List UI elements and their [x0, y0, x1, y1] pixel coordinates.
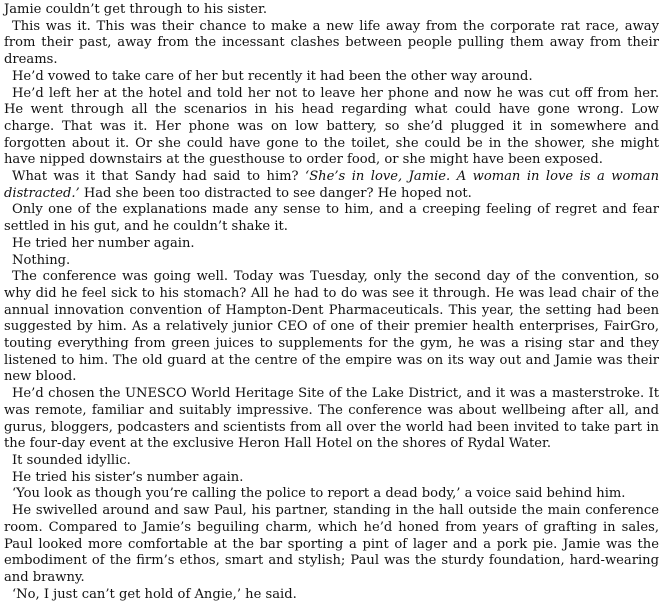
paragraph-5	[4, 169, 659, 202]
paragraph-5-tail: Had she been too distracted to see danger? He hoped not.	[79, 185, 472, 201]
paragraph-10: He’d chosen the UNESCO World Heritage Site of the Lake District, and it was a masterstroke. It was remote, familiar and suitably impressive. The conference was about wellbeing after all, and gurus, bloggers, podcasters and scientists from all over the world had been invited to take part in the four-day event at the exclusive Heron Hall Hotel on the shores of Rydal Water.	[4, 386, 659, 452]
paragraph-13: ‘You look as though you’re calling the police to report a dead body,’ a voice said behind him.	[12, 486, 626, 502]
paragraph-14: He swivelled around and saw Paul, his partner, standing in the hall outside the main conference room. Compared to Jamie’s beguiling charm, which he’d honed from years of grafting in sales, Paul looked more comfortable at the bar sporting a pint of lager and a pork pie. Jamie was the embodiment of the firm’s ethos, smart and stylish; Paul was the sturdy foundation, hard-wearing and brawny.	[4, 503, 659, 585]
paragraph-5-quote: ‘She’s in love, Jamie. A woman in love is a woman distracted.’	[4, 169, 660, 201]
paragraph-4: He’d left her at the hotel and told her not to leave her phone and now he was cut off from her. He went through all the scenarios in his head regarding what could have gone wrong. Low charge. That was it. Her phone was on low battery, so she’d plugged it in somewhere and forgotten about it. Or she could have gone to the toilet, she could be in the shower, she might have nipped downstairs at the guesthouse to order food, or she might have been exposed.	[4, 85, 659, 168]
paragraph-7: He tried her number again.	[12, 235, 195, 251]
paragraph-5-lead: What was it that Sandy had said to him?	[12, 169, 306, 185]
paragraph-6: Only one of the explanations made any sense to him, and a creeping feeling of regret and fear settled in his gut, and he couldn’t shake it.	[4, 202, 659, 235]
paragraph-15: ‘No, I just can’t get hold of Angie,’ he said.	[12, 586, 297, 602]
paragraph-12: He tried his sister’s number again.	[12, 469, 244, 485]
paragraph-1: Jamie couldn’t get through to his sister.	[4, 2, 268, 17]
paragraph-8: Nothing.	[12, 252, 71, 268]
paragraph-9: The conference was going well. Today was Tuesday, only the second day of the convention, so why did he feel sick to his stomach? All he had to do was see it through. He was lead chair of the annual innovation convention of Hampton-Dent Pharmaceuticals. This year, the setting had been suggested by him. As a relatively junior CEO of one of their premier health enterprises, FairGro, touting everything from green juices to supplements for the gym, he was a rising star and they listened to him. The old guard at the centre of the empire was on its way out and Jamie was their new blood.	[4, 269, 659, 385]
paragraph-11: It sounded idyllic.	[12, 452, 131, 468]
paragraph-3: He’d vowed to take care of her but recently it had been the other way around.	[12, 68, 533, 84]
paragraph-2: This was it. This was their chance to make a new life away from the corporate rat race, away from their past, away from the incessant clashes between people pulling them away from their dreams.	[4, 18, 659, 68]
